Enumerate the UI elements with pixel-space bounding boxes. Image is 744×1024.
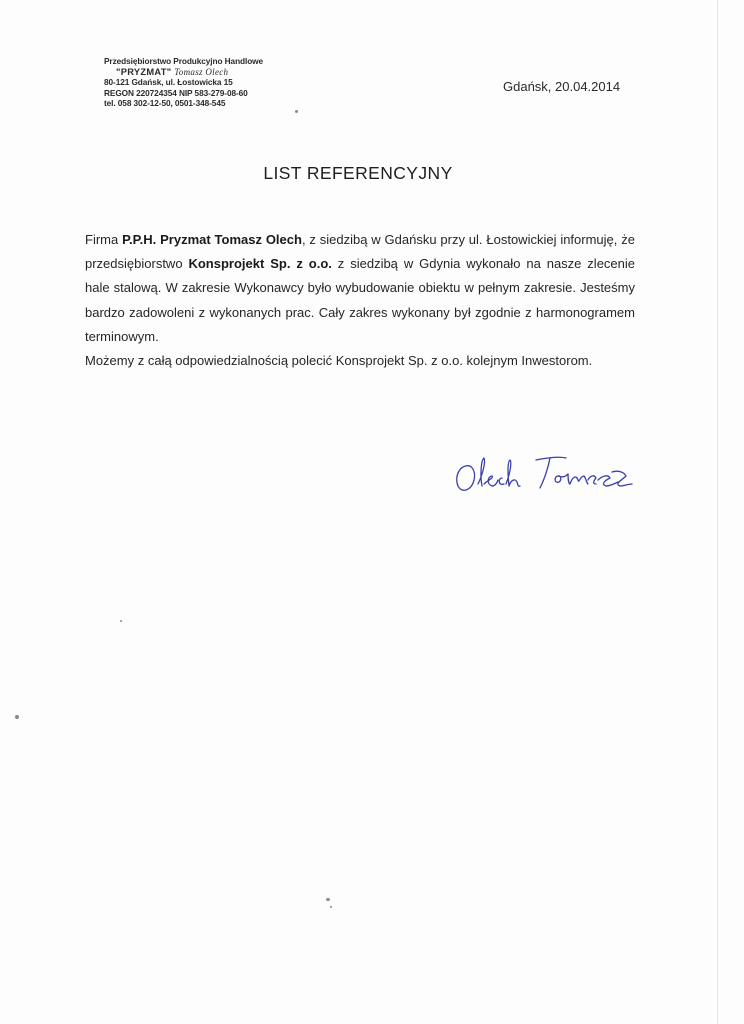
- stamp-line-5: tel. 058 302-12-50, 0501-348-545: [104, 98, 226, 108]
- scan-speck: [326, 898, 330, 901]
- paragraph-1: [85, 228, 635, 349]
- paragraph-2: Możemy z całą odpowiedzialnością polecić Konsprojekt Sp. z o.o. kolejnym Inwestorom.: [85, 353, 593, 369]
- stamp-line-1: Przedsiębiorstwo Produkcyjno Handlowe: [104, 56, 264, 66]
- stamp-line-2: [104, 67, 274, 78]
- p1-text-a: Firma: [85, 232, 123, 247]
- stamp-owner-name: Tomasz Olech: [174, 66, 229, 77]
- letter-title: [0, 163, 744, 184]
- contractor-name: Konsprojekt Sp. z o.o.: [188, 256, 332, 272]
- p1-text-b: , z siedzibą w Gdańsku przy ul. Łostowickiej informuję, że przedsiębiorstwo: [85, 232, 635, 272]
- stamp-line-4: REGON 220724354 NIP 583-279-08-60: [104, 87, 248, 98]
- letter-body: [85, 228, 635, 373]
- scan-speck: [120, 620, 122, 622]
- place-date: Gdańsk, 20.04.2014: [503, 79, 621, 94]
- handwritten-signature: [448, 440, 638, 500]
- stamp-company-name: "PRYZMAT": [116, 66, 172, 77]
- company-stamp: [104, 56, 274, 109]
- company-name: P.P.H. Pryzmat Tomasz Olech: [122, 232, 302, 247]
- stamp-line-3: 80-121 Gdańsk, ul. Łostowicka 15: [104, 77, 233, 87]
- scan-speck: [15, 715, 19, 719]
- letter-title-text: LIST REFERENCYJNY: [263, 163, 453, 183]
- p1-text-c: z siedzibą w Gdynia wykonało na nasze zlecenie hale stalową. W zakresie Wykonawcy było wybudowanie obiektu w pełnym zakresie. Jesteśmy bardzo zadowoleni z wykonanych prac. Cały zakres wykonany był zgodnie z harmonogramem terminowym.: [85, 256, 636, 344]
- scan-speck: [330, 906, 332, 908]
- scan-speck: [295, 110, 298, 113]
- page-edge-line: [717, 0, 718, 1024]
